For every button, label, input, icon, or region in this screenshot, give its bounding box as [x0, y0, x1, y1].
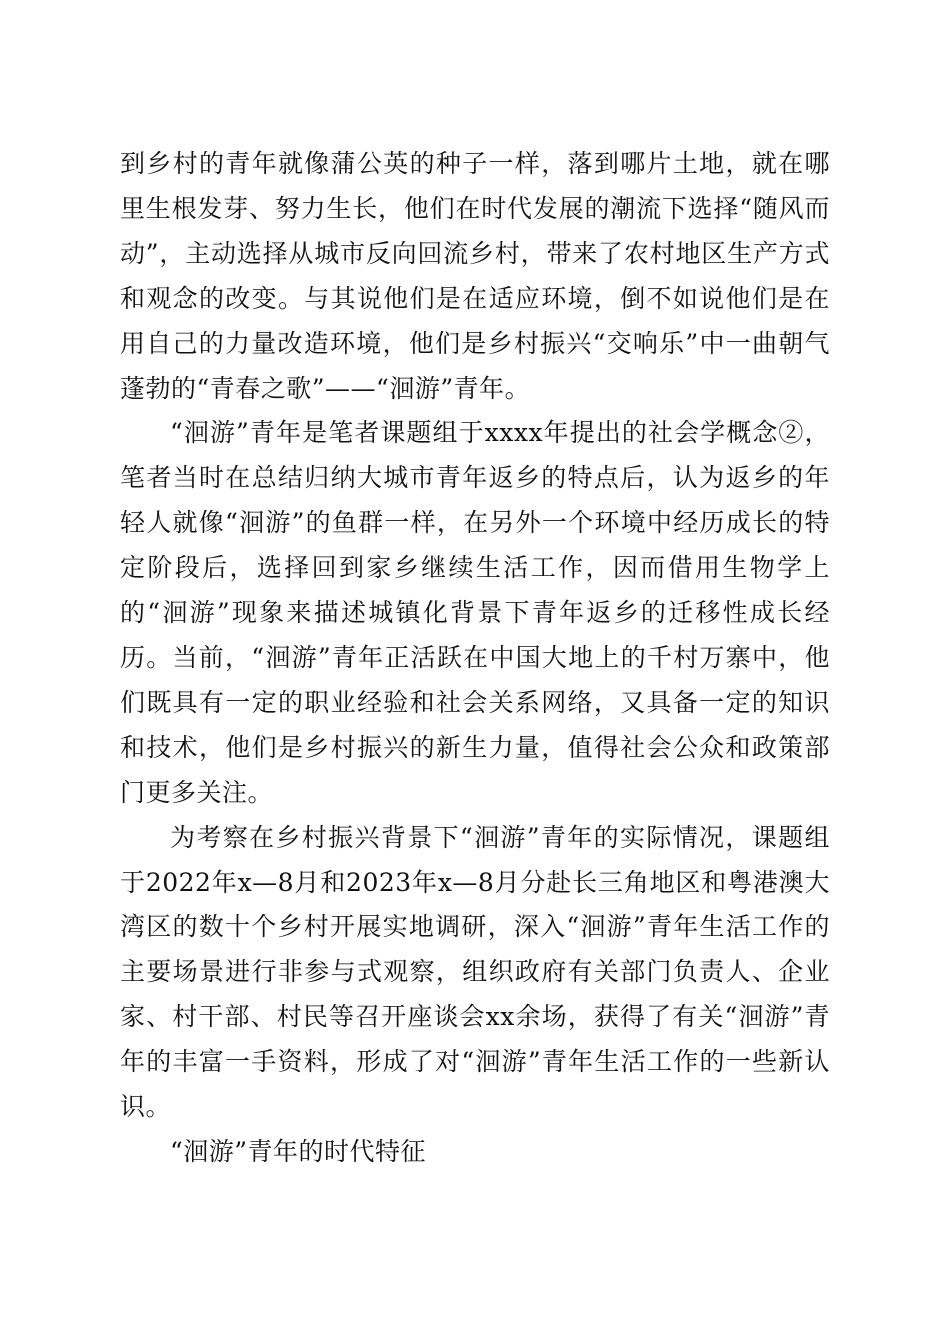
section-heading: “洄游”青年的时代特征	[170, 1136, 427, 1166]
document-body	[120, 142, 830, 1175]
paragraph-2: “洄游”青年是笔者课题组于xxxx年提出的社会学概念②，笔者当时在总结归纳大城市青年返乡的特点后，认为返乡的年轻人就像“洄游”的鱼群一样，在另外一个环境中经历成长的特定阶段后，选择回到家乡继续生活工作，因而借用生物学上的“洄游”现象来描述城镇化背景下青年返乡的迁移性成长经历。当前，“洄游”青年正活跃在中国大地上的千村万寨中，他们既具有一定的职业经验和社会关系网络，又具备一定的知识和技术，他们是乡村振兴的新生力量，值得社会公众和政策部门更多关注。	[120, 418, 830, 807]
paragraph-1: 到乡村的青年就像蒲公英的种子一样，落到哪片土地，就在哪里生根发芽、努力生长，他们在时代发展的潮流下选择“随风而动”，主动选择从城市反向回流乡村，带来了农村地区生产方式和观念的改变。与其说他们是在适应环境，倒不如说他们是在用自己的力量改造环境，他们是乡村振兴“交响乐”中一曲朝气蓬勃的“青春之歌”——“洄游”青年。	[120, 149, 830, 403]
paragraph-3: 为考察在乡村振兴背景下“洄游”青年的实际情况，课题组于2022年x—8月和2023年x—8月分赴长三角地区和粤港澳大湾区的数十个乡村开展实地调研，深入“洄游”青年生活工作的主要场景进行非参与式观察，组织政府有关部门负责人、企业家、村干部、村民等召开座谈会xx余场，获得了有关“洄游”青年的丰富一手资料，形成了对“洄游”青年生活工作的一些新认识。	[120, 822, 830, 1122]
